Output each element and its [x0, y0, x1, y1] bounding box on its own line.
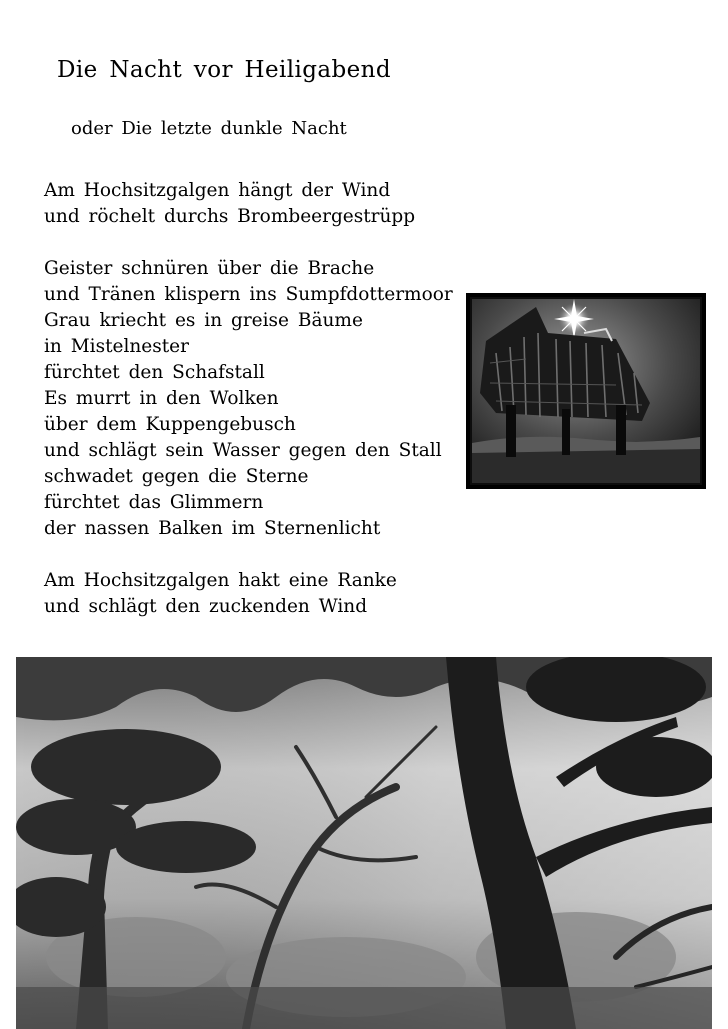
- stable-illustration: [466, 293, 706, 489]
- stanza-3: [44, 568, 453, 620]
- poem-line: schwadet gegen die Sterne: [44, 466, 309, 487]
- forest-photo: [16, 657, 712, 1029]
- poem-title: Die Nacht vor Heiligabend: [57, 57, 391, 83]
- stanza-2: [44, 256, 453, 542]
- stable-illustration-graphic: [466, 293, 706, 489]
- poem-line: und röchelt durchs Brombeergestrüpp: [44, 206, 416, 227]
- stanza-1: [44, 178, 453, 230]
- poem-line: und schlägt sein Wasser gegen den Stall: [44, 440, 442, 461]
- forest-photo-graphic: [16, 657, 712, 1029]
- poem-line: Grau kriecht es in greise Bäume: [44, 310, 363, 331]
- poem-line: Am Hochsitzgalgen hakt eine Ranke: [44, 570, 397, 591]
- poem-line: über dem Kuppengebusch: [44, 414, 296, 435]
- poem-line: und schlägt den zuckenden Wind: [44, 596, 368, 617]
- poem-line: fürchtet den Schafstall: [44, 362, 265, 383]
- poem-line: Am Hochsitzgalgen hängt der Wind: [44, 180, 391, 201]
- poem-line: und Tränen klispern ins Sumpfdottermoor: [44, 284, 453, 305]
- poem-line: der nassen Balken im Sternenlicht: [44, 518, 381, 539]
- poem-line: in Mistelnester: [44, 336, 189, 357]
- poem-body: [44, 178, 453, 620]
- poem-line: Geister schnüren über die Brache: [44, 258, 375, 279]
- poem-subtitle: oder Die letzte dunkle Nacht: [71, 118, 347, 139]
- poem-line: Es murrt in den Wolken: [44, 388, 279, 409]
- poem-line: fürchtet das Glimmern: [44, 492, 264, 513]
